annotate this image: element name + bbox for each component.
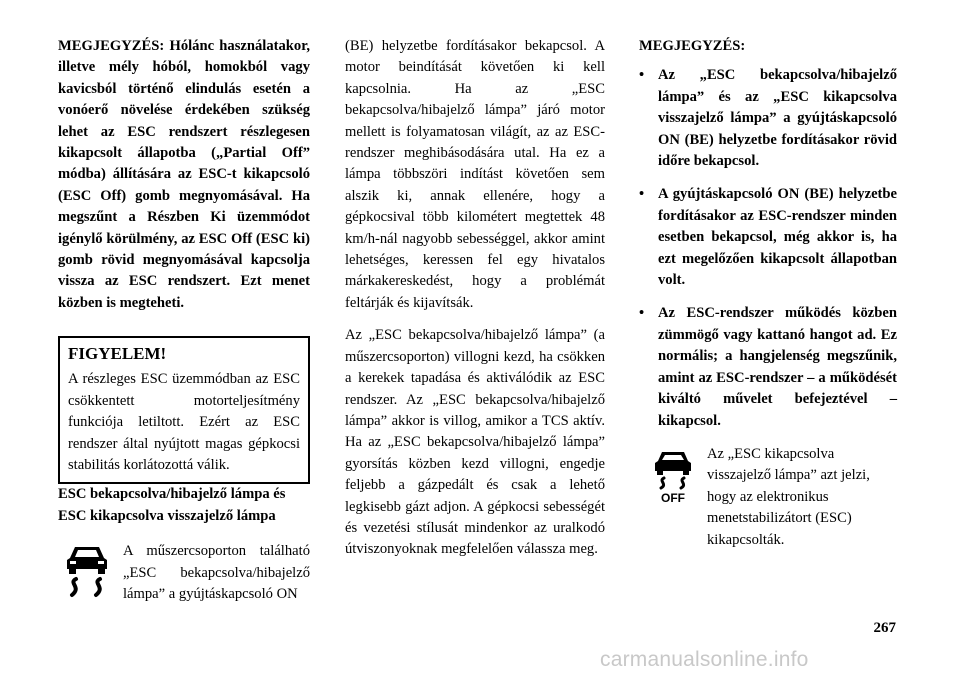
esc-skid-car-icon (64, 543, 110, 599)
esc-on-indicator-block (58, 541, 310, 605)
bullet-icon: • (639, 305, 645, 322)
watermark-text: carmanualsonline.info (600, 648, 809, 671)
bullet-icon: • (639, 67, 645, 84)
note-paragraph: MEGJEGYZÉS: Hólánc használatakor, illetve mély hóból, homokból vagy kavicsból történő elindulás esetén a vonóerő növelése érdekében szükség lehet az ESC rendszert részlegesen kikapcsolt állapotba („Partial Off” módba) állítására az ESC-t kikapcsoló (ESC Off) gomb megnyomásával. Ha megszűnt a Részben Ki üzemmódot igénylő körülmény, az ESC Off (ESC ki) gomb rövid megnyomásával kapcsolja vissza az ESC rendszert. Ezt menet közben is megteheti. (58, 38, 310, 311)
body-paragraph-2: Az „ESC bekapcsolva/hibajelző lámpa” (a műszercsoporton) villogni kezd, ha csökken a kerekek tapadása és aktiválódik az ESC rendszer. Az „ESC bekapcsolva/hibajelző lámpa” akkor is villog, amikor a TCS aktív. Ha az „ESC bekapcsolva/hibajelző lámpa” gyorsítás közben kezd villogni, engedje feljebb a gázpedált és csak a lehető legkisebb gázt adjon. A gépkocsi sebességét és vezetési stílusát mindenkor az uralkodó útviszonyoknak megfelelően válassza meg. (345, 327, 605, 558)
note-item: • Az „ESC bekapcsolva/hibajelző lámpa” és az „ESC kikapcsolva visszajelző lámpa” a gyújtáskapcsoló ON (BE) helyzetbe fordításakor rövid időre bekapcsol. (639, 67, 897, 170)
esc-off-indicator-text: Az „ESC kikapcsolva visszajelző lámpa” azt jelzi, hogy az elektronikus menetstabilizátort (ESC) kikapcsolták. (707, 445, 870, 548)
left-column (58, 36, 310, 605)
body-paragraph-1: (BE) helyzetbe fordításakor bekapcsol. A motor beindítását követően ki kell kapcsolnia. Ha az „ESC bekapcsolva/hibajelző lámpa” járó motor mellett is folyamatosan világít, az az ESC-rendszer meghibásodására utal. Ha ez a lámpa többszöri indítást követően sem alszik ki, annak ellenére, hogy a gépkocsival több kilométert megtettek 48 km/h-nál nagyobb sebességgel, akkor amint lehetséges, keressen fel egy hivatalos márkakereskedést, hogy a problémát feltárják és kijavítsák. (345, 38, 605, 311)
notes-heading: MEGJEGYZÉS: (639, 38, 746, 54)
note-item: • A gyújtáskapcsoló ON (BE) helyzetbe fordításakor az ESC-rendszer minden esetben bekapcsol, még akkor is, ha ezt megelőzően kikapcsolt állapotban volt. (639, 186, 897, 289)
section-subheading: ESC bekapcsolva/hibajelző lámpa és ESC kikapcsolva visszajelző lámpa (58, 486, 286, 524)
esc-on-indicator-text: A műszercsoporton található „ESC bekapcsolva/hibajelző lámpa” a gyújtáskapcsoló ON (123, 543, 310, 602)
esc-off-indicator-block (639, 444, 897, 551)
bullet-icon: • (639, 186, 645, 203)
warning-box (58, 336, 310, 484)
warning-title: FIGYELEM! (68, 344, 167, 364)
page-number: 267 (873, 620, 896, 636)
off-label: OFF (661, 490, 685, 504)
middle-column (345, 36, 605, 561)
esc-off-icon (653, 446, 699, 502)
warning-text: A részleges ESC üzemmódban az ESC csökkentett motorteljesítmény funkciója letiltott. Ezért az ESC rendszer által nyújtott magas gépkocsi stabilitás korlátozottá válik. (68, 371, 300, 473)
right-column (639, 36, 897, 551)
notes-list (639, 65, 897, 432)
note-item: • Az ESC-rendszer működés közben zümmögő vagy kattanó hangot ad. Ez normális; a hangjelenség megszűnik, amint az ESC-rendszer – a működését kiváltó művelet befejeztével – kikapcsol. (639, 305, 897, 429)
